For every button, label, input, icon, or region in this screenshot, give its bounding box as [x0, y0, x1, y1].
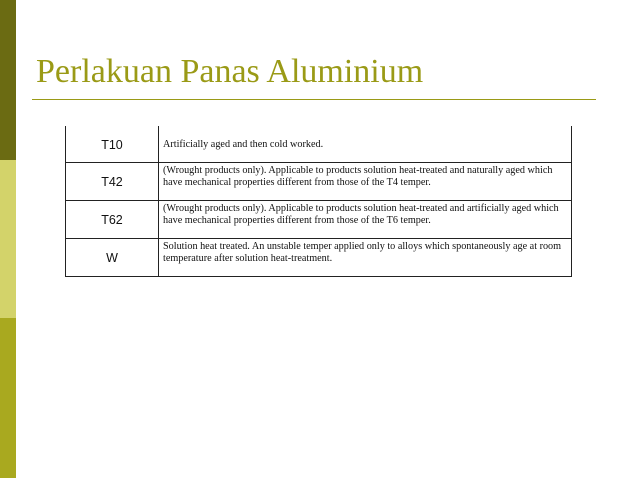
- table-top-tick: [65, 126, 66, 131]
- temper-description-cell: (Wrought products only). Applicable to products solution heat-treated and artificially aged which have mechanical properties different from those of the T6 temper.: [159, 201, 572, 239]
- table-row: [66, 127, 572, 163]
- temper-code-cell: T62: [66, 201, 159, 239]
- temper-code-cell: T10: [66, 127, 159, 163]
- slide-title: Perlakuan Panas Aluminium: [36, 53, 424, 90]
- sidebar-band-dark: [0, 0, 16, 160]
- temper-code-cell: T42: [66, 163, 159, 201]
- title-divider: [32, 99, 596, 100]
- temper-designation-table: [65, 126, 572, 277]
- table-row: [66, 239, 572, 277]
- sidebar-band-light: [0, 160, 16, 318]
- temper-description-cell: (Wrought products only). Applicable to products solution heat-treated and naturally aged which have mechanical properties different from those of the T4 temper.: [159, 163, 572, 201]
- table-row: [66, 163, 572, 201]
- table-row: [66, 201, 572, 239]
- sidebar-band-mid: [0, 318, 16, 478]
- temper-code-cell: W: [66, 239, 159, 277]
- temper-description-cell: Solution heat treated. An unstable temper applied only to alloys which spontaneously age at room temperature after solution heat-treatment.: [159, 239, 572, 277]
- temper-description-cell: Artificially aged and then cold worked.: [159, 127, 572, 163]
- table-top-tick: [571, 126, 572, 131]
- table-top-tick: [158, 126, 159, 131]
